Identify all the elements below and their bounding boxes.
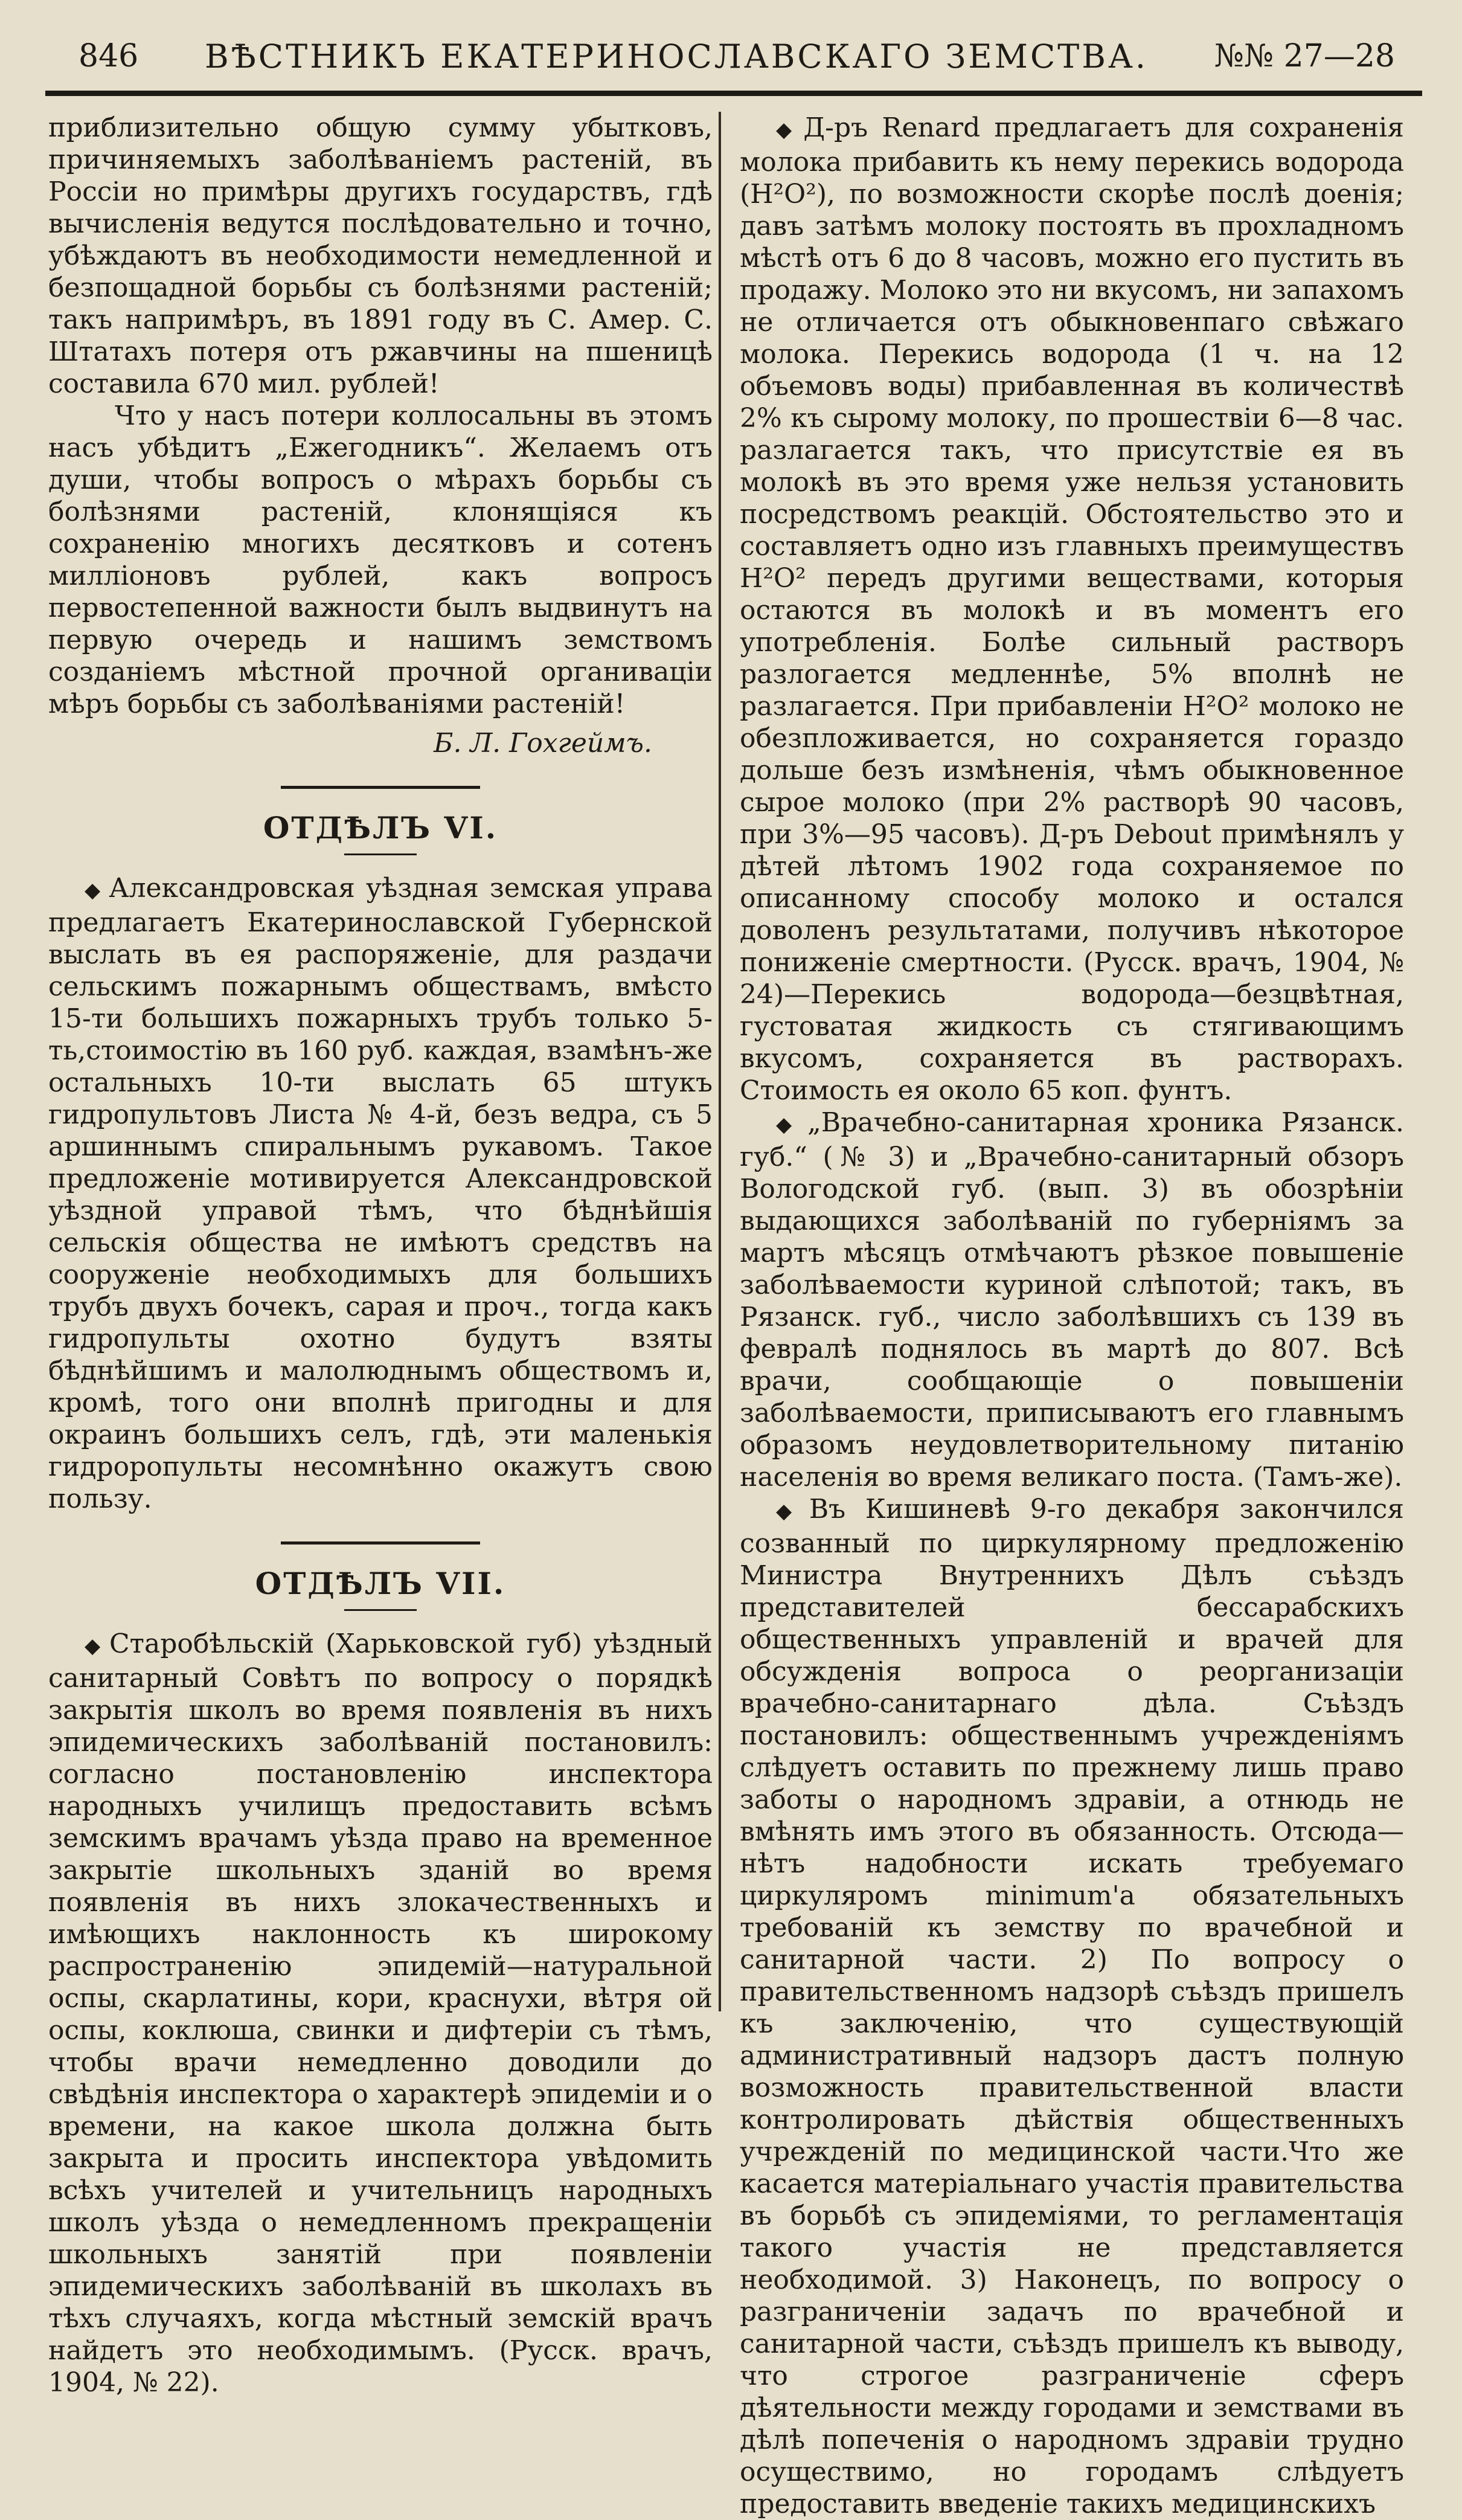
title-underline <box>344 853 417 855</box>
diamond-bullet-icon: ◆ <box>776 118 798 142</box>
diamond-bullet-icon: ◆ <box>776 1499 803 1523</box>
news-item-text: Старобѣльскій (Харьковской губ) уѣздный санитарный Совѣтъ по вопросу о порядкѣ закрытія школъ во время появленія въ нихъ эпидемическихъ заболѣваній постановилъ: согласно постановленію инспектора народныхъ училищъ предоставить всѣмъ земскимъ врачамъ уѣзда право на временное закрытіе школьныхъ зданій во время появленія въ нихъ злокачественныхъ и имѣющихъ наклонность къ широкому распространенію эпидемій—натуральной оспы, скарлатины, кори, краснухи, вѣтря ой оспы, коклюша, свинки и дифтеріи съ тѣмъ, чтобы врачи немедленно доводили до свѣдѣнія инспектора о характерѣ эпидеміи и о времени, на какое школа должна быть закрыта и просить инспектора увѣдомить всѣхъ учителей и учительницъ народныхъ школъ уѣзда о немедленномъ прекращеніи школьныхъ занятій при появленіи эпидемическихъ заболѣваній въ школахъ въ тѣхъ случаяхъ, когда мѣстный земскій врачъ найдетъ это необходимымъ. (Русск. врачъ, 1904, № 22). <box>48 1628 713 2398</box>
news-item <box>740 112 1404 1107</box>
left-column <box>48 112 713 2398</box>
journal-title: ВѢСТНИКЪ ЕКАТЕРИНОСЛАВСКАГО ЗЕМСТВА. <box>204 37 1149 76</box>
article-paragraph: Что у насъ потери коллосальны въ этомъ насъ убѣдитъ „Ежегодникъ“. Желаемъ отъ души, чтобы вопросъ о мѣрахъ борьбы съ болѣзнями растеній, клонящіяся къ сохраненію многихъ десятковъ и сотенъ милліоновъ рублей, какъ вопросъ первостепенной важности былъ выдвинутъ на первую очередь и нашимъ земствомъ созданіемъ мѣстной прочной органиваціи мѣръ борьбы съ заболѣваніями растеній! <box>48 400 713 719</box>
right-column <box>740 112 1404 2519</box>
header-rule <box>45 91 1422 96</box>
news-item-text: Въ Кишиневѣ 9-го декабря закончился созванный по циркулярному предложенію Министра Внутреннихъ Дѣлъ съѣздъ представителей бессарабскихъ общественныхъ управленій и врачей для обсужденія вопроса о реорганизаціи врачебно-санитарнаго дѣла. Съѣздъ постановилъ: общественнымъ учрежденіямъ слѣдуетъ оставить по прежнему лишь право заботы о народномъ здравіи, а отнюдь не вмѣнять имъ этого въ обязанность. Отсюда—нѣтъ надобности искать требуемаго циркуляромъ minimum'a обязательныхъ требованій къ земству по врачебной и санитарной части. 2) По вопросу о правительственномъ надзорѣ съѣздъ пришелъ къ заключенію, что существующій административный надзоръ дастъ полную возможность правительственной власти контролировать дѣйствія общественныхъ учрежденій по медицинской части.Что же касается матеріальнаго участія правительства въ борьбѣ съ эпидеміями, то регламентація такого участія не представляется необходимой. 3) Наконецъ, по вопросу о разграниченіи задачъ по врачебной и санитарной части, съѣздъ пришелъ къ выводу, что строгое разграниченіе сферъ дѣятельности между городами и земствами въ дѣлѣ попеченія о народномъ здравіи трудно осуществимо, но городамъ слѣдуетъ предоставить введеніе такихъ медицинскихъ <box>740 1494 1404 2519</box>
news-item <box>740 1493 1404 2520</box>
section-title: ОТДѢЛЪ VII. <box>255 1566 506 1601</box>
section-title: ОТДѢЛЪ VI. <box>263 810 498 846</box>
page-header <box>79 29 1395 83</box>
issue-number: №№ 27—28 <box>1214 38 1395 74</box>
news-item-text: Д-ръ Renard предлагаетъ для сохраненія молока прибавить къ нему перекись водорода (H²O²), по возможности скорѣе послѣ доенія; давъ затѣмъ молоку постоять въ прохладномъ мѣстѣ отъ 6 до 8 часовъ, можно его пустить въ продажу. Молоко это ни вкусомъ, ни запахомъ не отличается отъ обыкновенпаго свѣжаго молока. Перекись водорода (1 ч. на 12 объемовъ воды) прибавленная въ количествѣ 2% къ сырому молоку, по прошествіи 6—8 час. разлагается такъ, что присутствіе ея въ молокѣ въ это время уже нельзя установить посредствомъ реакцій. Обстоятельство это и составляетъ одно изъ главныхъ преимуществъ H²O² передъ другими веществами, которыя остаются въ молокѣ и въ моментъ его употребленія. Болѣе сильный растворъ разлогается медленнѣе, 5% вполнѣ не разлагается. При прибавленіи H²O² молоко не обезпложивается, но сохраняется гораздо дольше безъ измѣненія, чѣмъ обыкновенное сырое молоко (при 2% растворѣ 90 часовъ, при 3%—95 часовъ). Д-ръ Debout примѣнялъ у дѣтей лѣтомъ 1902 года сохраняемое по описанному способу молоко и остался доволенъ результатами, получивъ нѣкоторое пониженіе смертности. (Русск. врачъ, 1904, № 24)—Перекись водорода—безцвѣтная, густоватая жидкость съ стягивающимъ вкусомъ, сохраняется въ растворахъ. Стоимость ея около 65 коп. фунтъ. <box>740 112 1404 1106</box>
news-item <box>740 1107 1404 1493</box>
title-underline <box>344 1609 417 1611</box>
diamond-bullet-icon: ◆ <box>85 878 103 902</box>
news-item <box>48 872 713 1515</box>
diamond-bullet-icon: ◆ <box>85 1634 103 1658</box>
page-number: 846 <box>79 38 139 74</box>
section-divider <box>281 786 480 789</box>
column-divider <box>719 112 721 2011</box>
diamond-bullet-icon: ◆ <box>776 1113 801 1137</box>
news-item-text: „Врачебно-санитарная хроника Рязанск. губ.“ (№ 3) и „Врачебно-санитарный обзоръ Вологодской губ. (вып. 3) въ обозрѣніи выдающихся заболѣваній по губерніямъ за мартъ мѣсяцъ отмѣчаютъ рѣзкое повышеніе заболѣваемости куриной слѣпотой; такъ, въ Рязанск. губ., число заболѣвшихъ съ 139 въ февралѣ поднялось въ мартѣ до 807. Всѣ врачи, сообщающіе о повышеніи заболѣваемости, приписываютъ его главнымъ образомъ неудовлетворительному питанію населенія во время великаго поста. (Тамъ-же). <box>740 1107 1404 1493</box>
news-item <box>48 1628 713 2399</box>
section-divider <box>281 1541 480 1544</box>
article-paragraph: приблизительно общую сумму убытковъ, причиняемыхъ заболѣваніемъ растеній, въ Россіи но примѣры другихъ государствъ, гдѣ вычисленія ведутся послѣдовательно и точно, убѣждаютъ въ необходимости немедленной и безпощадной борьбы съ болѣзнями растеній; такъ напримѣръ, въ 1891 году въ С. Амер. С. Штатахъ потеря отъ ржавчины на пшеницѣ составила 670 мил. рублей! <box>48 112 713 399</box>
news-item-text: Александровская уѣздная земская управа предлагаетъ Екатеринославской Губернской выслать въ ея распоряженіе, для раздачи сельскимъ пожарнымъ обществамъ, вмѣсто 15-ти большихъ пожарныхъ трубъ только 5-ть,стоимостію въ 160 руб. каждая, взамѣнъ-же остальныхъ 10-ти выслать 65 штукъ гидропультовъ Листа № 4-й, безъ ведра, съ 5 аршиннымъ спиральнымъ рукавомъ. Такое предложеніе мотивируется Александровской уѣздной управой тѣмъ, что бѣднѣйшія сельскія общества не имѣютъ средствъ на сооруженіе необходимыхъ для большихъ трубъ двухъ бочекъ, сарая и проч., тогда какъ гидропульты охотно будутъ взяты бѣднѣйшимъ и малолюднымъ обществомъ и, кромѣ, того они вполнѣ пригодны и для окраинъ большихъ селъ, гдѣ, эти маленькія гидроропульты несомнѣнно окажутъ свою пользу. <box>48 873 713 1514</box>
author-signature: Б. Л. Гохгеймъ. <box>434 728 652 759</box>
